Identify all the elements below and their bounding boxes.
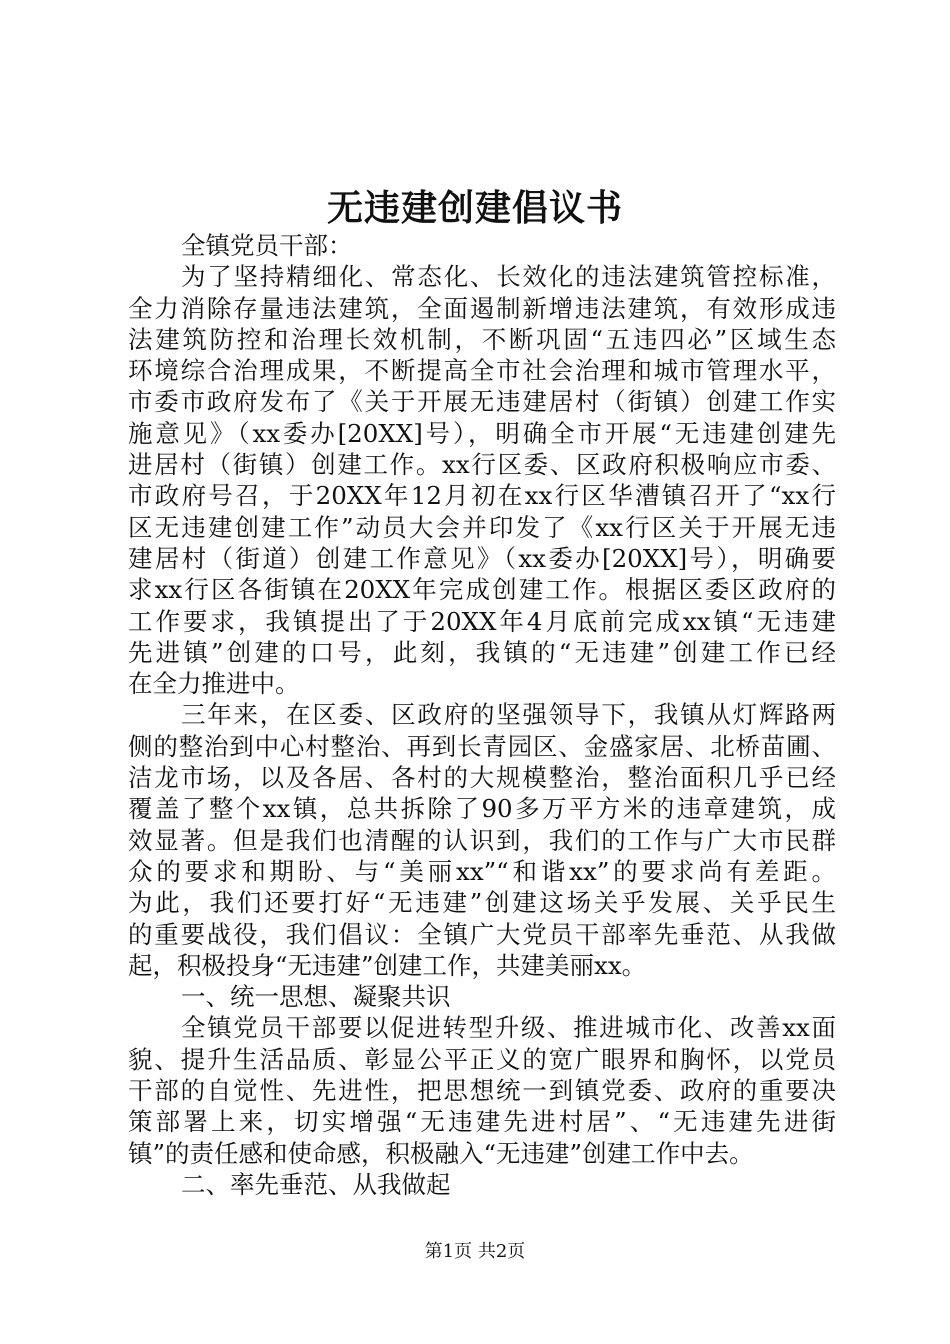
document-body <box>128 230 836 1200</box>
body-line: 全镇党员干部要以促进转型升级、推进城市化、改善xx面 <box>181 1013 836 1043</box>
body-line: 众的要求和期盼、与“美丽xx”“和谐xx”的要求尚有差距。 <box>128 856 836 886</box>
body-line: 工作要求，我镇提出了于20XX年4月底前完成xx镇“无违建 <box>128 606 836 636</box>
page-footer: 第1页 共2页 <box>424 1241 526 1262</box>
body-line: 的重要战役，我们倡议：全镇广大党员干部率先垂范、从我做 <box>128 919 836 949</box>
body-line: 起，积极投身“无违建”创建工作，共建美丽xx。 <box>128 950 647 980</box>
body-line: 市政府号召，于20XX年12月初在xx行区华漕镇召开了“xx行 <box>128 481 836 511</box>
body-line: 三年来，在区委、区政府的坚强领导下，我镇从灯辉路两 <box>181 700 836 730</box>
body-line: 干部的自觉性、先进性，把思想统一到镇党委、政府的重要决 <box>128 1076 836 1106</box>
body-line: 环境综合治理成果，不断提高全市社会治理和城市管理水平， <box>128 356 836 386</box>
body-line: 先进镇”创建的口号，此刻，我镇的“无违建”创建工作已经 <box>128 637 836 667</box>
body-line: 为了坚持精细化、常态化、长效化的违法建筑管控标准， <box>181 262 836 292</box>
body-line: 全力消除存量违法建筑，全面遏制新增违法建筑，有效形成违 <box>128 293 836 323</box>
body-line: 进居村（街镇）创建工作。xx行区委、区政府积极响应市委、 <box>128 450 836 480</box>
body-line: 区无违建创建工作”动员大会并印发了《xx行区关于开展无违 <box>128 512 836 542</box>
body-line: 二、率先垂范、从我做起 <box>181 1169 451 1199</box>
body-line: 效显著。但是我们也清醒的认识到，我们的工作与广大市民群 <box>128 825 836 855</box>
body-line: 法建筑防控和治理长效机制，不断巩固“五违四必”区域生态 <box>128 324 836 354</box>
body-line: 覆盖了整个xx镇，总共拆除了90多万平方米的违章建筑，成 <box>128 794 836 824</box>
document-title: 无违建创建倡议书 <box>326 187 623 229</box>
body-line: 一、统一思想、凝聚共识 <box>181 982 451 1012</box>
body-line: 为此，我们还要打好“无违建”创建这场关乎发展、关乎民生 <box>128 888 836 918</box>
body-line: 在全力推进中。 <box>128 669 300 699</box>
body-line: 市委市政府发布了《关于开展无违建居村（街镇）创建工作实 <box>128 387 836 417</box>
body-line: 侧的整治到中心村整治、再到长青园区、金盛家居、北桥苗圃、 <box>128 731 836 761</box>
body-line: 洁龙市场，以及各居、各村的大规模整治，整治面积几乎已经 <box>128 763 836 793</box>
body-line: 貌、提升生活品质、彰显公平正义的宽广眼界和胸怀，以党员 <box>128 1044 836 1074</box>
body-line: 建居村（街道）创建工作意见》（xx委办[20XX]号），明确要 <box>128 543 836 573</box>
body-line: 求xx行区各街镇在20XX年完成创建工作。根据区委区政府的 <box>128 575 836 605</box>
body-line: 策部署上来，切实增强“无违建先进村居”、“无违建先进街 <box>128 1107 836 1137</box>
body-line: 施意见》（xx委办[20XX]号），明确全市开展“无违建创建先 <box>128 418 836 448</box>
body-line: 镇”的责任感和使命感，积极融入“无违建”创建工作中去。 <box>128 1138 754 1168</box>
salutation: 全镇党员干部： <box>181 231 353 260</box>
